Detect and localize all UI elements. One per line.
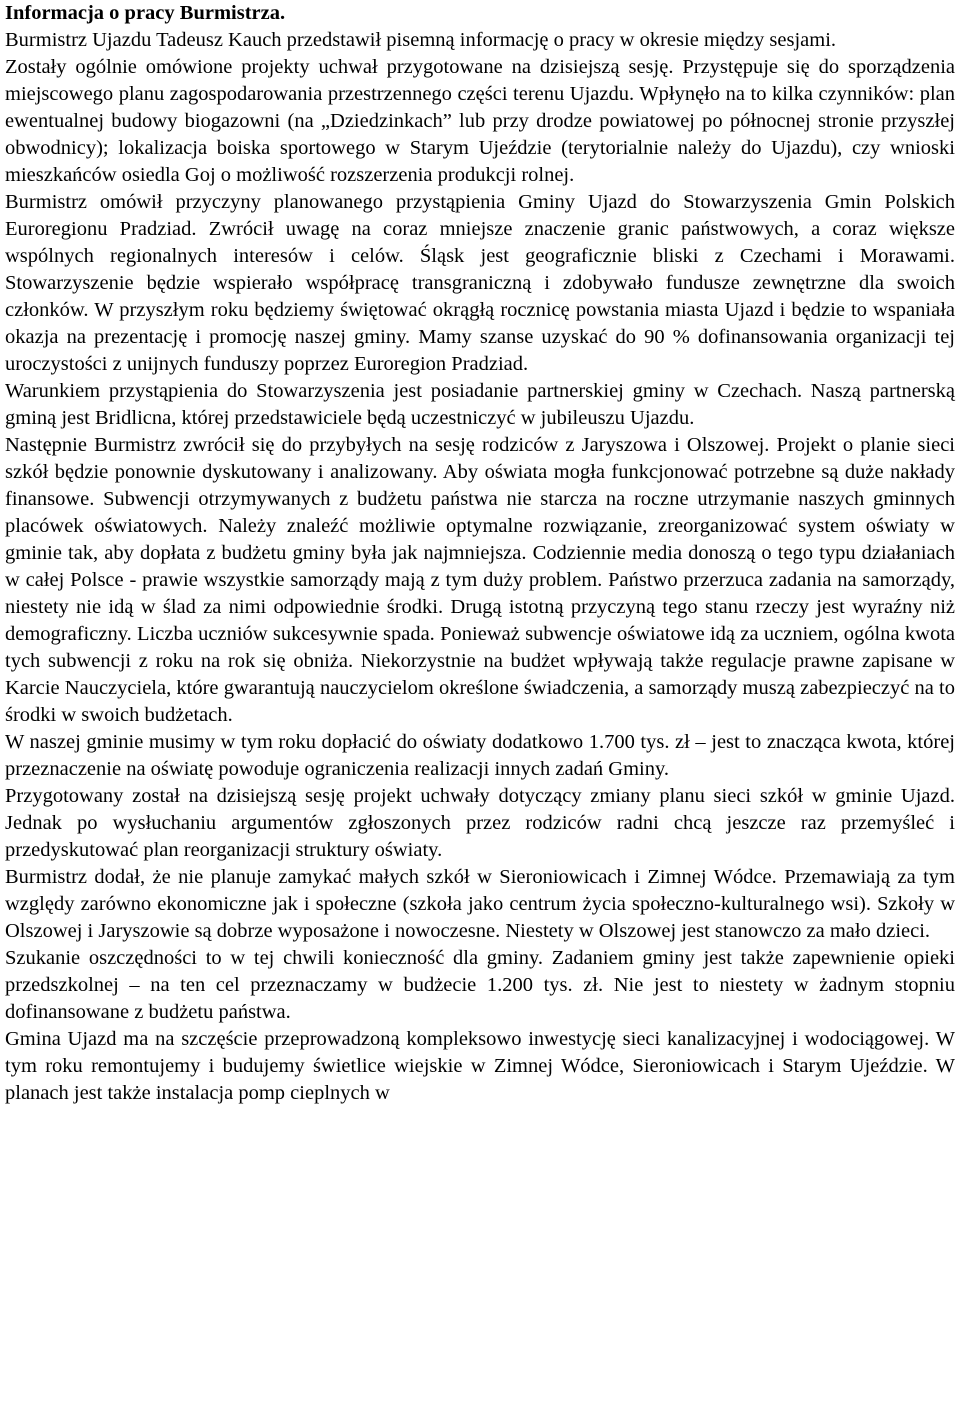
paragraph: Burmistrz omówił przyczyny planowanego przystąpienia Gminy Ujazd do Stowarzyszenia Gmin Polskich Euroregionu Pradziad. Zwrócił uwagę na coraz mniejsze znaczenie granic państwowych, a coraz większe wspólnych regionalnych interesów i celów. Śląsk jest geograficznie bliski z Czechami i Morawami. Stowarzyszenie będzie wspierało współpracę transgraniczną i zdobywało fundusze zewnętrzne dla swoich członków. W przyszłym roku będziemy świętować okrągłą rocznicę powstania miasta Ujazd i będzie to wspaniała okazja na prezentację i promocję naszej gminy. Mamy szanse uzyskać do 90 % dofinansowania organizacji tej uroczystości z unijnych funduszy poprzez Euroregion Pradziad. bbox=[5, 191, 955, 375]
paragraph: W naszej gminie musimy w tym roku dopłacić do oświaty dodatkowo 1.700 tys. zł – jest to znacząca kwota, której przeznaczenie na oświatę powoduje ograniczenia realizacji innych zadań Gminy. bbox=[5, 731, 955, 780]
paragraph: Gmina Ujazd ma na szczęście przeprowadzoną kompleksowo inwestycję sieci kanalizacyjnej i wodociągowej. W tym roku remontujemy i budujemy świetlice wiejskie w Zimnej Wódce, Sieroniowicach i Starym Ujeździe. W planach jest także instalacja pomp cieplnych w bbox=[5, 1028, 955, 1104]
paragraph: Następnie Burmistrz zwrócił się do przybyłych na sesję rodziców z Jaryszowa i Olszowej. Projekt o planie sieci szkół będzie ponownie dyskutowany i analizowany. Aby oświata mogła funkcjonować potrzebne są duże nakłady finansowe. Subwencji otrzymywanych z budżetu państwa nie starcza na roczne utrzymanie naszych gminnych placówek oświatowych. Należy znaleźć możliwie optymalne rozwiązanie, zreorganizować system oświaty w gminie tak, aby dopłata z budżetu gminy była jak najmniejsza. Codziennie media donoszą o tego typu działaniach w całej Polsce - prawie wszystkie samorządy mają z tym duży problem. Państwo przerzuca zadania na samorządy, niestety nie idą w ślad za nimi odpowiednie środki. Drugą istotną przyczyną tego stanu rzeczy jest wyraźny niż demograficzny. Liczba uczniów sukcesywnie spada. Ponieważ subwencje oświatowe idą za uczniem, ogólna kwota tych subwencji z roku na rok się obniża. Niekorzystnie na budżet wpływają także regulacje prawne zapisane w Karcie Nauczyciela, które gwarantują nauczycielom określone świadczenia, a samorządy muszą zabezpieczyć na to środki w swoich budżetach. bbox=[5, 434, 955, 726]
paragraph: Przygotowany został na dzisiejszą sesję projekt uchwały dotyczący zmiany planu sieci szkół w gminie Ujazd. Jednak po wysłuchaniu argumentów zgłoszonych przez rodziców radni chcą jeszcze raz przemyśleć i przedyskutować plan reorganizacji struktury oświaty. bbox=[5, 785, 955, 861]
paragraph: Warunkiem przystąpienia do Stowarzyszenia jest posiadanie partnerskiej gminy w Czechach. Naszą partnerską gminą jest Bridlicna, której przedstawiciele będą uczestniczyć w jubileuszu Ujazdu. bbox=[5, 380, 955, 429]
paragraph: Zostały ogólnie omówione projekty uchwał przygotowane na dzisiejszą sesję. Przystępuje się do sporządzenia miejscowego planu zagospodarowania przestrzennego części terenu Ujazdu. Wpłynęło na to kilka czynników: plan ewentualnej budowy biogazowni (na „Dziedzinkach” lub przy drodze powiatowej po północnej stronie przyszłej obwodnicy); lokalizacja boiska sportowego w Starym Ujeździe (terytorialnie należy do Ujazdu), czy wnioski mieszkańców osiedla Goj o możliwość rozszerzenia produkcji rolnej. bbox=[5, 56, 955, 186]
paragraph: Burmistrz dodał, że nie planuje zamykać małych szkół w Sieroniowicach i Zimnej Wódce. Przemawiają za tym względy zarówno ekonomiczne jak i społeczne (szkoła jako centrum życia społeczno-kulturalnego wsi). Szkoły w Olszowej i Jaryszowie są dobrze wyposażone i nowoczesne. Niestety w Olszowej jest stanowczo za mało dzieci. bbox=[5, 866, 955, 942]
paragraph: Szukanie oszczędności to w tej chwili konieczność dla gminy. Zadaniem gminy jest także zapewnienie opieki przedszkolnej – na ten cel przeznaczamy w budżecie 1.200 tys. zł. Nie jest to niestety w żadnym stopniu dofinansowane z budżetu państwa. bbox=[5, 947, 955, 1023]
paragraph: Burmistrz Ujazdu Tadeusz Kauch przedstawił pisemną informację o pracy w okresie między sesjami. bbox=[5, 29, 837, 51]
document-title: Informacja o pracy Burmistrza. bbox=[5, 2, 286, 24]
